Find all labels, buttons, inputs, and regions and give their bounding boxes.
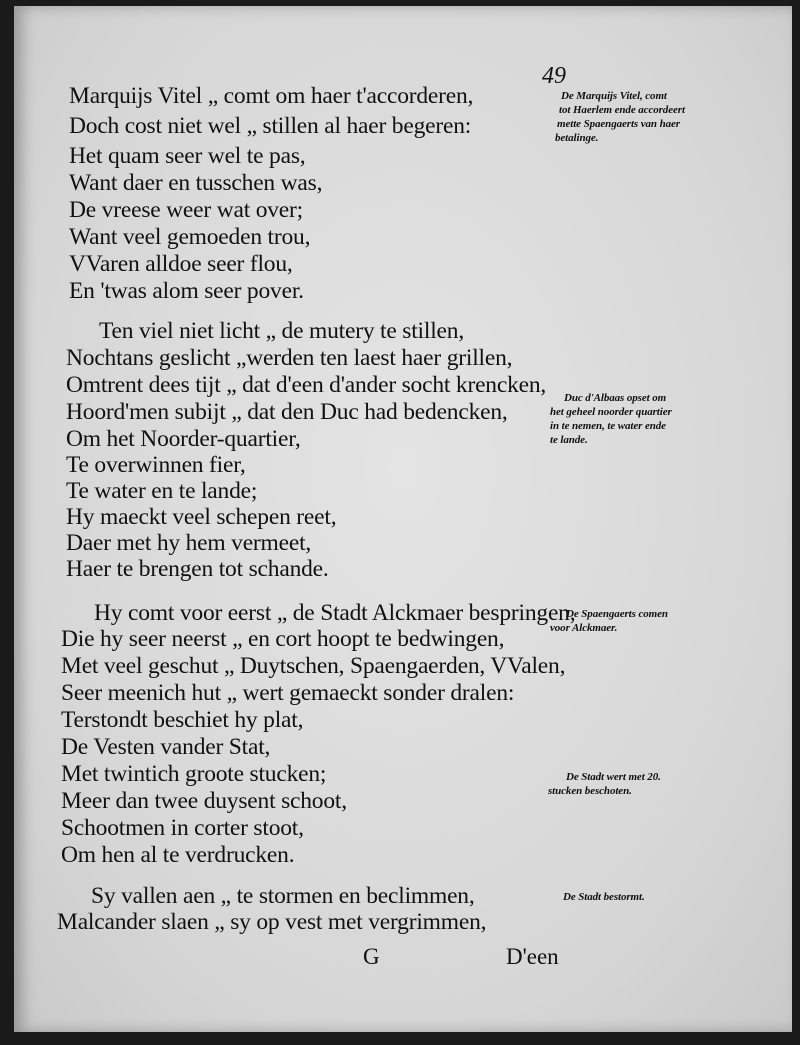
side-note-line: in te nemen, te water ende — [550, 420, 666, 432]
verse-line: Haer te brengen tot schande. — [66, 556, 329, 582]
verse-line: Seer meenich hut „ wert gemaeckt sonder dralen: — [61, 680, 515, 706]
verse-line: En 'twas alom seer pover. — [69, 278, 304, 304]
verse-line: Marquijs Vitel „ comt om haer t'accorderen, — [69, 83, 474, 109]
verse-line: Doch cost niet wel „ stillen al haer begeren: — [69, 113, 472, 139]
verse-line: Ten viel niet licht „ de mutery te stillen, — [99, 318, 464, 344]
side-note-line: De Spaengaerts comen — [566, 608, 668, 620]
verse-line: Het quam seer wel te pas, — [69, 143, 306, 169]
verse-line: Daer met hy hem vermeet, — [66, 530, 312, 556]
side-note-line: betalinge. — [555, 132, 599, 144]
verse-line: Hoord'men subijt „ dat den Duc had bedencken, — [66, 399, 508, 425]
verse-line: Want daer en tusschen was, — [69, 170, 323, 196]
side-note-line: De Marquijs Vitel, comt — [561, 90, 667, 102]
verse-line: Nochtans geslicht „werden ten laest haer grillen, — [66, 345, 513, 371]
verse-line: Hy maeckt veel schepen reet, — [66, 504, 337, 530]
verse-line: Met veel geschut „ Duytschen, Spaengaerden, VValen, — [61, 653, 566, 679]
verse-line: Schootmen in corter stoot, — [61, 815, 304, 841]
verse-line: Terstondt beschiet hy plat, — [61, 707, 304, 733]
side-note-line: het geheel noorder quartier — [550, 406, 672, 418]
verse-line: De Vesten vander Stat, — [61, 734, 271, 760]
side-note-line: mette Spaengaerts van haer — [557, 118, 680, 130]
catchword: D'een — [506, 944, 559, 969]
book-page — [14, 6, 792, 1032]
verse-line: Te overwinnen fier, — [66, 452, 246, 478]
side-note-line: stucken beschoten. — [548, 785, 632, 797]
verse-line: Want veel gemoeden trou, — [69, 224, 311, 250]
page-number: 49 — [542, 63, 566, 89]
side-note-line: voor Alckmaer. — [550, 622, 618, 634]
verse-line: Om hen al te verdrucken. — [61, 842, 295, 868]
verse-line: Meer dan twee duysent schoot, — [61, 788, 347, 814]
verse-line: Die hy seer neerst „ en cort hoopt te bedwingen, — [61, 626, 505, 652]
verse-line: Met twintich groote stucken; — [61, 761, 327, 787]
side-note-line: tot Haerlem ende accordeert — [559, 104, 685, 116]
verse-line: Te water en te lande; — [66, 478, 258, 504]
verse-line: Malcander slaen „ sy op vest met vergrimmen, — [57, 909, 487, 935]
verse-line: VVaren alldoe seer flou, — [69, 251, 293, 277]
verse-line: Hy comt voor eerst „ de Stadt Alckmaer bespringen, — [94, 600, 576, 626]
verse-line: Sy vallen aen „ te stormen en beclimmen, — [91, 883, 475, 909]
signature-mark: G — [363, 944, 380, 969]
side-note-line: Duc d'Albaas opset om — [564, 392, 667, 404]
side-note-line: De Stadt wert met 20. — [566, 771, 661, 783]
side-note-line: De Stadt bestormt. — [563, 891, 645, 903]
side-note-line: te lande. — [550, 434, 588, 446]
verse-line: Omtrent dees tijt „ dat d'een d'ander socht krencken, — [66, 372, 547, 398]
verse-line: De vreese weer wat over; — [69, 197, 303, 223]
verse-line: Om het Noorder-quartier, — [66, 426, 301, 452]
